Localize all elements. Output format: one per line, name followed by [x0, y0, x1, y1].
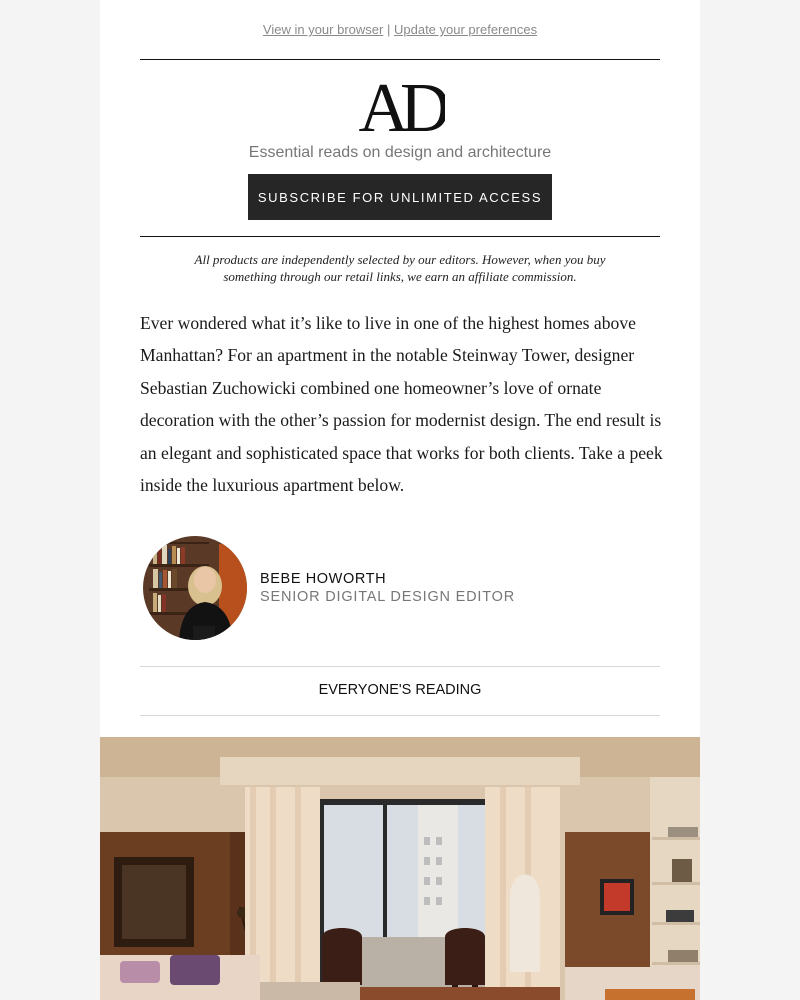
- logo-text: AD: [358, 74, 442, 136]
- view-in-browser-link[interactable]: View in your browser: [262, 22, 384, 37]
- disclaimer-line-2: something through our retail links, we earn an affiliate commission.: [223, 269, 577, 284]
- author-title: SENIOR DIGITAL DESIGN EDITOR: [260, 589, 515, 605]
- hero-image[interactable]: [100, 737, 700, 1000]
- link-separator: |: [386, 22, 391, 37]
- disclaimer-line-1: All products are independently selected by our editors. However, when you buy: [194, 252, 606, 267]
- affiliate-disclaimer: [160, 251, 640, 285]
- section-divider-bottom: [140, 715, 660, 716]
- intro-paragraph: Ever wondered what it’s like to live in one of the highest homes above Manhattan? For an apartment in the notable Steinway Tower, designer Sebastian Zuchowicki combined one homeowner’s love of ornate decoration with the other’s passion for modernist design. The end result is an elegant and sophisticated space that works for both clients. Take a peek inside the luxurious apartment below.: [140, 313, 663, 496]
- top-links: [100, 22, 700, 37]
- author-name: BEBE HOWORTH: [260, 571, 387, 587]
- ad-logo[interactable]: [100, 74, 700, 141]
- update-preferences-link[interactable]: Update your preferences: [393, 22, 538, 37]
- email-body: [100, 0, 700, 1000]
- section-heading: EVERYONE'S READING: [318, 682, 482, 698]
- tagline: Essential reads on design and architecture: [248, 144, 552, 161]
- header-divider: [140, 236, 660, 237]
- subscribe-button[interactable]: SUBSCRIBE FOR UNLIMITED ACCESS: [248, 174, 552, 220]
- section-divider-top: [140, 666, 660, 667]
- author-avatar: [143, 536, 247, 640]
- top-divider: [140, 59, 660, 60]
